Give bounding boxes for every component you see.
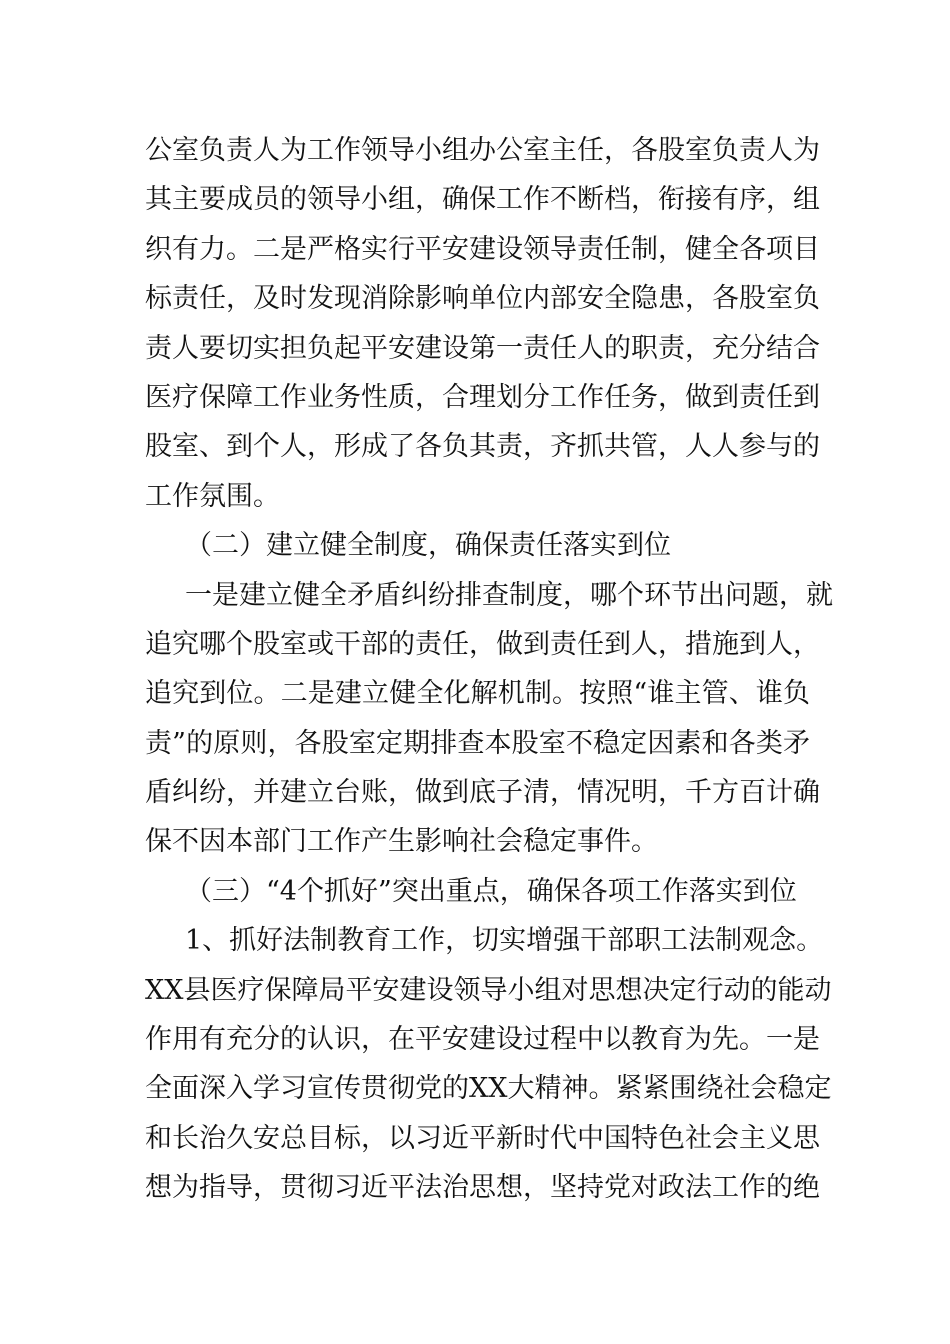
paragraph-line: 和长治久安总目标，以习近平新时代中国特色社会主义思: [145, 1122, 820, 1154]
paragraph-line: 其主要成员的领导小组，确保工作不断档，衔接有序，组: [145, 184, 820, 216]
paragraph-line: 医疗保障工作业务性质，合理划分工作任务，做到责任到: [145, 381, 820, 413]
paragraph-line: 追究哪个股室或干部的责任，做到责任到人，措施到人，: [145, 628, 820, 660]
section-heading-2: （二）建立健全制度，确保责任落实到位: [185, 530, 671, 562]
paragraph-line: 追究到位。二是建立健全化解机制。按照“谁主管、谁负: [145, 678, 810, 710]
paragraph-line: 股室、到个人，形成了各负其责，齐抓共管，人人参与的: [145, 431, 820, 463]
paragraph-line: 公室负责人为工作领导小组办公室主任，各股室负责人为: [145, 135, 820, 166]
section-heading-3: （三）“4个抓好”突出重点，确保各项工作落实到位: [185, 875, 797, 907]
paragraph-line: 织有力。二是严格实行平安建设领导责任制，健全各项目: [145, 233, 820, 265]
paragraph-line: 作用有充分的认识，在平安建设过程中以教育为先。一是: [145, 1024, 820, 1056]
paragraph-line: 保不因本部门工作产生影响社会稳定事件。: [145, 826, 658, 858]
paragraph-line: 责人要切实担负起平安建设第一责任人的职责，充分结合: [145, 332, 820, 364]
body-text: [145, 126, 833, 1213]
paragraph-line: 标责任，及时发现消除影响单位内部安全隐患，各股室负: [145, 283, 820, 315]
paragraph-line: 盾纠纷，并建立台账，做到底子清，情况明，千方百计确: [145, 777, 820, 809]
subheading-line: 1、抓好法制教育工作，切实增强干部职工法制观念。: [185, 925, 824, 957]
paragraph-line: 想为指导，贯彻习近平法治思想，坚持党对政法工作的绝: [145, 1172, 820, 1204]
paragraph-line: 责”的原则，各股室定期排查本股室不稳定因素和各类矛: [145, 727, 810, 759]
paragraph-line: 工作氛围。: [145, 480, 280, 512]
paragraph-line: XX县医疗保障局平安建设领导小组对思想决定行动的能动: [145, 974, 832, 1006]
paragraph-line: 一是建立健全矛盾纠纷排查制度，哪个环节出问题，就: [185, 579, 833, 611]
paragraph-line: 全面深入学习宣传贯彻党的XX大精神。紧紧围绕社会稳定: [145, 1073, 832, 1105]
